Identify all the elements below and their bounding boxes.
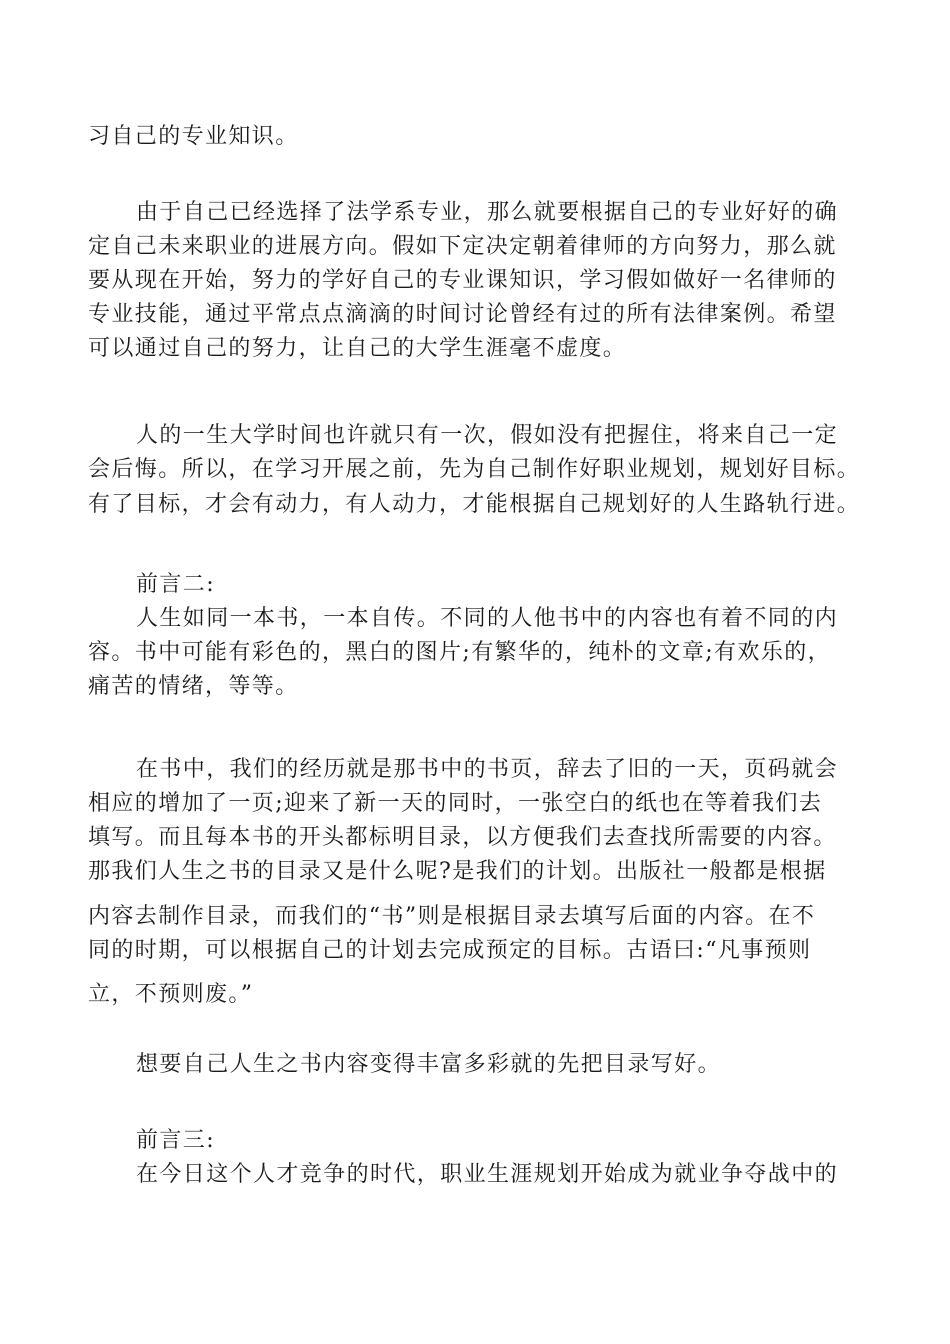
text-line: 想要自己人生之书内容变得丰富多彩就的先把目录写好。: [136, 1052, 722, 1077]
text-line: 内容去制作目录，而我们的“书”则是根据目录去填写后面的内容。在不: [88, 904, 816, 929]
text-line: 习自己的专业知识。: [88, 124, 299, 149]
text-line: 要从现在开始，努力的学好自己的专业课知识，学习假如做好一名律师的: [88, 268, 837, 293]
text-line: 填写。而且每本书的开头都标明目录，以方便我们去查找所需要的内容。: [88, 825, 837, 850]
text-line: 痛苦的情绪，等等。: [88, 674, 299, 699]
text-line: 可以通过自己的努力，让自己的大学生涯毫不虚度。: [88, 336, 627, 361]
text-line: 人生如同一本书，一本自传。不同的人他书中的内容也有着不同的内: [136, 606, 839, 631]
text-line: 会后悔。所以，在学习开展之前，先为自己制作好职业规划，规划好目标。: [88, 457, 861, 482]
text-line: 在书中，我们的经历就是那书中的书页，辞去了旧的一天，页码就会: [136, 757, 839, 782]
text-line: 容。书中可能有彩色的，黑白的图片;有繁华的，纯朴的文章;有欢乐的，: [88, 640, 832, 665]
text-line: 同的时期，可以根据自己的计划去完成预定的目标。古语曰:“凡事预则: [88, 938, 812, 963]
text-line: 有了目标，才会有动力，有人动力，才能根据自己规划好的人生路轨行进。: [88, 492, 861, 517]
text-line: 专业技能，通过平常点点滴滴的时间讨论曾经有过的所有法律案例。希望: [88, 302, 837, 327]
section-heading: 前言三:: [136, 1128, 216, 1153]
text-line: 那我们人生之书的目录又是什么呢?是我们的计划。出版社一般都是根据: [88, 859, 827, 884]
text-line: 由于自己已经选择了法学系专业，那么就要根据自己的专业好好的确: [136, 200, 839, 225]
text-line: 相应的增加了一页;迎来了新一天的同时，一张空白的纸也在等着我们去: [88, 791, 823, 816]
text-line: 立，不预则废。”: [88, 982, 254, 1007]
text-line: 在今日这个人才竞争的时代，职业生涯规划开始成为就业争夺战中的: [136, 1162, 839, 1187]
section-heading: 前言二:: [136, 572, 216, 597]
text-line: 定自己未来职业的进展方向。假如下定决定朝着律师的方向努力，那么就: [88, 234, 837, 259]
text-line: 人的一生大学时间也许就只有一次，假如没有把握住，将来自己一定: [136, 423, 839, 448]
